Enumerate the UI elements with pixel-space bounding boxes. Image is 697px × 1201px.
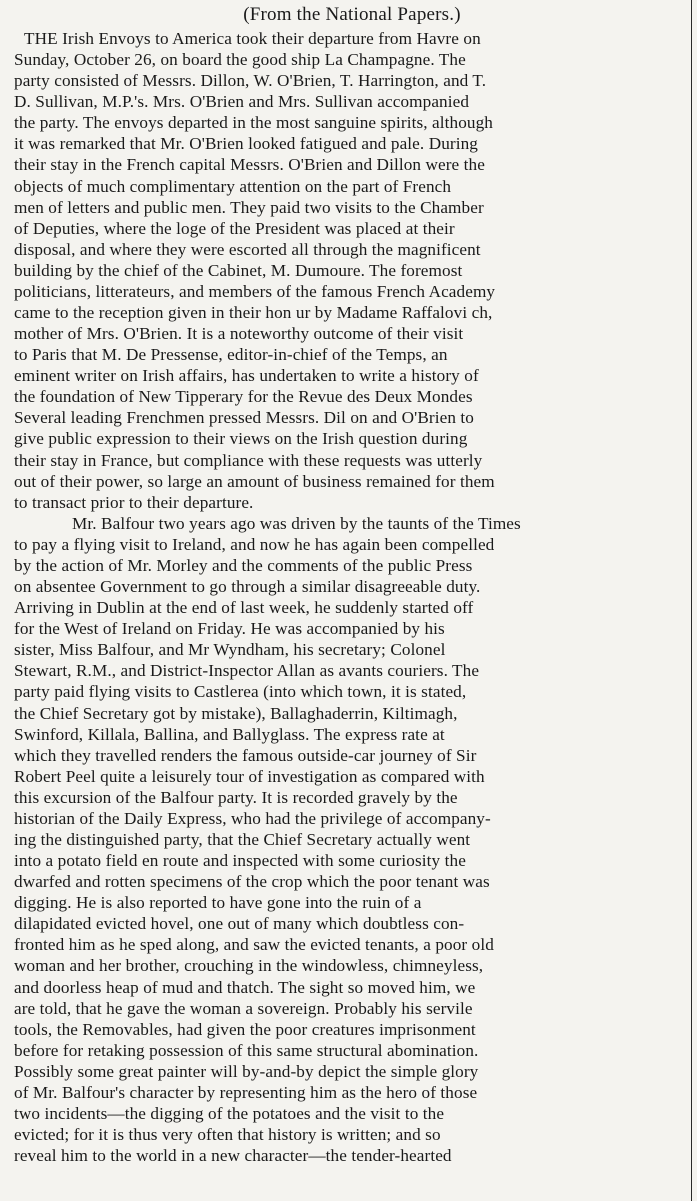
article-heading: (From the National Papers.) xyxy=(243,4,461,25)
text-line: of Mr. Balfour's character by representing him as the hero of those xyxy=(14,1082,478,1102)
text-line: out of their power, so large an amount of business remained for them xyxy=(14,471,495,491)
text-line: party paid flying visits to Castlerea (into which town, it is stated, xyxy=(14,682,467,702)
text-line: of Deputies, where the loge of the President was placed at their xyxy=(14,218,455,238)
text-line: politicians, litterateurs, and members of the famous French Academy xyxy=(14,281,496,301)
text-line: Arriving in Dublin at the end of last week, he suddenly started off xyxy=(14,598,474,618)
text-line: before for retaking possession of this same structural abomination. xyxy=(14,1040,479,1060)
text-line: tools, the Removables, had given the poor creatures imprisonment xyxy=(14,1019,476,1039)
text-line: to pay a flying visit to Ireland, and now he has again been compelled xyxy=(14,534,495,554)
text-line: D. Sullivan, M.P.'s. Mrs. O'Brien and Mrs. Sullivan accompanied xyxy=(14,92,470,112)
paragraph-balfour xyxy=(14,513,690,1166)
text-line: the Chief Secretary got by mistake), Ballaghaderrin, Kiltimagh, xyxy=(14,703,458,723)
text-line: on absentee Government to go through a similar disagreeable duty. xyxy=(14,577,481,597)
text-line: give public expression to their views on the Irish question during xyxy=(14,429,468,449)
text-line: party consisted of Messrs. Dillon, W. O'Brien, T. Harrington, and T. xyxy=(14,71,487,91)
text-line: this excursion of the Balfour party. It is recorded gravely by the xyxy=(14,787,458,807)
text-line: Several leading Frenchmen pressed Messrs. Dil on and O'Brien to xyxy=(14,408,474,428)
text-line: woman and her brother, crouching in the windowless, chimneyless, xyxy=(14,956,484,976)
text-line: to transact prior to their departure. xyxy=(14,492,254,512)
column-rule xyxy=(691,0,692,1201)
text-line: fronted him as he sped along, and saw the evicted tenants, a poor old xyxy=(14,935,494,955)
text-line: two incidents—the digging of the potatoes and the visit to the xyxy=(14,1103,445,1123)
text-line: Swinford, Killala, Ballina, and Ballyglass. The express rate at xyxy=(14,724,445,744)
text-line: digging. He is also reported to have gone into the ruin of a xyxy=(14,893,422,913)
text-line: their stay in the French capital Messrs. O'Brien and Dillon were the xyxy=(14,155,485,175)
text-line: Sunday, October 26, on board the good ship La Champagne. The xyxy=(14,50,466,70)
text-line: building by the chief of the Cabinet, M. Dumoure. The foremost xyxy=(14,260,463,280)
text-line: are told, that he gave the woman a sovereign. Probably his servile xyxy=(14,998,473,1018)
text-line: Possibly some great painter will by-and-by depict the simple glory xyxy=(14,1061,479,1081)
text-line: to Paris that M. De Pressense, editor-in-chief of the Temps, an xyxy=(14,345,448,365)
text-line: dwarfed and rotten specimens of the crop which the poor tenant was xyxy=(14,872,490,892)
text-line: historian of the Daily Express, who had the privilege of accompany- xyxy=(14,808,491,828)
text-line: which they travelled renders the famous outside-car journey of Sir xyxy=(14,745,477,765)
text-line: came to the reception given in their hon ur by Madame Raffalovi ch, xyxy=(14,303,493,323)
text-line: Mr. Balfour two years ago was driven by the taunts of the Times xyxy=(72,513,521,533)
text-line: ing the distinguished party, that the Chief Secretary actually went xyxy=(14,829,471,849)
text-line: for the West of Ireland on Friday. He was accompanied by his xyxy=(14,619,445,639)
text-line: sister, Miss Balfour, and Mr Wyndham, his secretary; Colonel xyxy=(14,640,446,660)
text-line: Robert Peel quite a leisurely tour of investigation as compared with xyxy=(14,766,485,786)
text-line: disposal, and where they were escorted all through the magnificent xyxy=(14,239,481,259)
paragraph-irish-envoys xyxy=(14,28,690,513)
text-line: reveal him to the world in a new character—the tender-hearted xyxy=(14,1146,452,1166)
text-line: THE Irish Envoys to America took their departure from Havre on xyxy=(24,29,481,48)
text-line: objects of much complimentary attention on the part of French xyxy=(14,176,452,196)
text-line: men of letters and public men. They paid two visits to the Chamber xyxy=(14,197,484,217)
text-line: the party. The envoys departed in the most sanguine spirits, although xyxy=(14,113,493,133)
article-column xyxy=(14,0,690,1201)
text-line: it was remarked that Mr. O'Brien looked fatigued and pale. During xyxy=(14,134,478,154)
text-line: evicted; for it is thus very often that history is written; and so xyxy=(14,1125,441,1145)
text-line: dilapidated evicted hovel, one out of many which doubtless con- xyxy=(14,914,465,934)
text-line: and doorless heap of mud and thatch. The sight so moved him, we xyxy=(14,977,476,997)
text-line: eminent writer on Irish affairs, has undertaken to write a history of xyxy=(14,366,479,386)
text-line: by the action of Mr. Morley and the comments of the public Press xyxy=(14,555,473,575)
text-line: into a potato field en route and inspected with some curiosity the xyxy=(14,851,466,871)
text-line: Stewart, R.M., and District-Inspector Allan as avants couriers. The xyxy=(14,661,480,681)
text-line: the foundation of New Tipperary for the Revue des Deux Mondes xyxy=(14,387,473,407)
text-line: mother of Mrs. O'Brien. It is a noteworthy outcome of their visit xyxy=(14,324,464,344)
text-line: their stay in France, but compliance with these requests was utterly xyxy=(14,450,483,470)
